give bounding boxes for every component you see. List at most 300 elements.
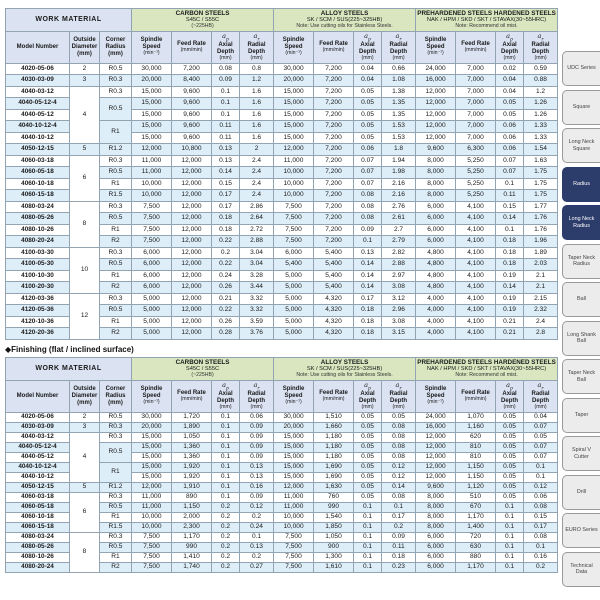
sidebar-tab-euro-series[interactable]: EURO Series [562, 513, 600, 548]
cell-spindle-speed: 30,000 [132, 412, 172, 422]
cell-corner-radius: R0.3 [100, 201, 132, 213]
cell-feed-rate: 2,000 [172, 512, 212, 522]
cell-radial-depth: 2.8 [524, 328, 558, 340]
cell-axial-depth: 0.11 [212, 132, 240, 144]
cell-model-number: 4030-03-09 [6, 422, 70, 432]
cell-feed-rate: 5,400 [314, 259, 354, 271]
cell-spindle-speed: 15,000 [274, 462, 314, 472]
cell-feed-rate: 1,070 [456, 412, 496, 422]
cell-outside-diameter: 8 [70, 201, 100, 247]
cell-radial-depth: 0.23 [382, 562, 416, 572]
cell-model-number: 4030-03-09 [6, 75, 70, 87]
cell-spindle-speed: 12,000 [416, 86, 456, 98]
cell-axial-depth: 0.08 [354, 190, 382, 202]
cell-model-number: 4040-10-12 [6, 132, 70, 144]
cell-radial-depth: 0.1 [524, 472, 558, 482]
material-header-alloy-steels [274, 9, 416, 32]
cell-feed-rate: 1,160 [456, 422, 496, 432]
sidebar-tab-ball[interactable]: Ball [562, 282, 600, 317]
cell-spindle-speed: 12,000 [416, 132, 456, 144]
sidebar-tab-taper-neck-ball[interactable]: Taper Neck Ball [562, 359, 600, 394]
ap-symbol: $a_p$ [506, 31, 513, 43]
cell-model-number: 4120-10-36 [6, 316, 70, 328]
cell-axial-depth: 0.14 [354, 270, 382, 282]
cell-axial-depth: 0.18 [354, 305, 382, 317]
cell-spindle-speed: 7,500 [132, 224, 172, 236]
cell-radial-depth: 1.98 [382, 167, 416, 179]
material-note: (~225HB) [191, 22, 214, 29]
cell-radial-depth: 0.07 [524, 442, 558, 452]
cell-axial-depth: 0.21 [496, 328, 524, 340]
cell-radial-depth: 2.86 [240, 201, 274, 213]
cell-radial-depth: 2.82 [382, 247, 416, 259]
cell-spindle-speed: 4,800 [416, 259, 456, 271]
cell-axial-depth: 0.15 [496, 201, 524, 213]
cell-axial-depth: 0.1 [496, 178, 524, 190]
cell-axial-depth: 0.17 [212, 190, 240, 202]
cell-corner-radius: R0.3 [100, 86, 132, 98]
cell-feed-rate: 1,410 [172, 552, 212, 562]
work-material-header: WORK MATERIAL [6, 357, 132, 380]
sidebar-tab-technical-data[interactable]: Technical Data [562, 552, 600, 587]
material-sub: S45C / S55C [185, 17, 220, 24]
cell-spindle-speed: 7,500 [132, 236, 172, 248]
header-unit: (mm) [361, 55, 374, 61]
cell-axial-depth: 0.17 [212, 201, 240, 213]
cell-spindle-speed: 6,000 [132, 270, 172, 282]
cell-feed-rate: 7,200 [314, 190, 354, 202]
cell-feed-rate: 1,170 [456, 562, 496, 572]
cell-radial-depth: 0.13 [240, 542, 274, 552]
header-line: Axial Depth [359, 42, 377, 56]
cell-axial-depth: 0.1 [354, 236, 382, 248]
cell-corner-radius: R1 [100, 121, 132, 144]
cell-radial-depth: 0.04 [524, 412, 558, 422]
sidebar-tab-long-neck-radius[interactable]: Long Neck Radius [562, 205, 600, 240]
header-unit: (mm/min) [322, 46, 345, 53]
header-line: Radial Depth [247, 42, 266, 56]
cell-spindle-speed: 6,000 [416, 213, 456, 225]
cell-radial-depth: 0.08 [382, 422, 416, 432]
cell-model-number: 4100-20-30 [6, 282, 70, 294]
ar-symbol: $a_r$ [395, 31, 402, 43]
cell-axial-depth: 0.2 [212, 502, 240, 512]
cell-feed-rate: 4,100 [456, 259, 496, 271]
header-line: Feed Rate [177, 389, 206, 396]
cell-radial-depth: 0.06 [524, 492, 558, 502]
sidebar-tab-drill[interactable]: Drill [562, 475, 600, 510]
cell-feed-rate: 4,320 [314, 293, 354, 305]
cell-spindle-speed: 15,000 [274, 98, 314, 110]
cell-spindle-speed: 30,000 [274, 63, 314, 75]
cell-axial-depth: 0.1 [354, 502, 382, 512]
cell-outside-diameter: 6 [70, 155, 100, 201]
cell-spindle-speed: 15,000 [132, 86, 172, 98]
cell-feed-rate: 620 [456, 432, 496, 442]
cell-corner-radius: R0.3 [100, 155, 132, 167]
cell-spindle-speed: 6,000 [416, 552, 456, 562]
sidebar-tab-radius[interactable]: Radius [562, 167, 600, 202]
cell-corner-radius: R2 [100, 236, 132, 248]
col-header-feed-rate [172, 380, 212, 412]
ap-symbol: $a_p$ [506, 380, 513, 392]
cell-feed-rate: 1,920 [172, 462, 212, 472]
cell-spindle-speed: 8,000 [416, 167, 456, 179]
material-name: CARBON STEELS [175, 358, 230, 366]
cell-corner-radius: R0.5 [100, 167, 132, 179]
header-line: Radial Depth [531, 391, 550, 405]
table-row [6, 412, 558, 422]
cell-axial-depth: 0.06 [496, 144, 524, 156]
cell-spindle-speed: 15,000 [274, 121, 314, 133]
cell-axial-depth: 0.05 [496, 109, 524, 121]
cell-radial-depth: 2.1 [524, 282, 558, 294]
cell-outside-diameter: 6 [70, 492, 100, 532]
col-header-axial-depth [496, 380, 524, 412]
cell-radial-depth: 2.4 [240, 178, 274, 190]
cell-outside-diameter: 10 [70, 247, 100, 293]
cell-outside-diameter: 2 [70, 412, 100, 422]
cell-axial-depth: 0.11 [212, 121, 240, 133]
cell-feed-rate: 1,360 [172, 442, 212, 452]
cell-feed-rate: 7,200 [314, 132, 354, 144]
cell-radial-depth: 3.28 [240, 270, 274, 282]
col-header-corner-radius: Corner Radius (mm) [100, 31, 132, 63]
cell-axial-depth: 0.14 [496, 213, 524, 225]
col-header-corner-radius: Corner Radius (mm) [100, 380, 132, 412]
cell-feed-rate: 7,000 [456, 121, 496, 133]
cell-spindle-speed: 15,000 [274, 86, 314, 98]
cell-feed-rate: 1,610 [314, 562, 354, 572]
cell-feed-rate: 7,200 [314, 201, 354, 213]
cell-feed-rate: 1,180 [314, 442, 354, 452]
table-row [6, 293, 558, 305]
sidebar-tab-taper-neck-radius[interactable]: Taper Neck Radius [562, 244, 600, 279]
cell-axial-depth: 0.05 [354, 432, 382, 442]
cell-spindle-speed: 15,000 [132, 98, 172, 110]
material-sub: NAK / HPM / SKD / SKT / STAVAX(30~55HRC) [426, 17, 547, 24]
cell-feed-rate: 5,250 [456, 190, 496, 202]
cell-feed-rate: 7,200 [314, 155, 354, 167]
cell-feed-rate: 5,400 [314, 270, 354, 282]
cell-spindle-speed: 7,500 [132, 552, 172, 562]
cell-model-number: 4040-05-12 [6, 452, 70, 462]
cell-model-number: 4020-05-06 [6, 63, 70, 75]
cell-axial-depth: 0.2 [212, 552, 240, 562]
col-header-model-number: Model Number [6, 31, 70, 63]
cell-axial-depth: 0.13 [212, 155, 240, 167]
cell-model-number: 4050-12-15 [6, 482, 70, 492]
cell-feed-rate: 630 [456, 542, 496, 552]
cell-axial-depth: 0.1 [354, 512, 382, 522]
material-sub: S45C / S55C [185, 366, 220, 373]
table-row [6, 63, 558, 75]
cell-radial-depth: 0.08 [524, 502, 558, 512]
cell-spindle-speed: 20,000 [274, 422, 314, 432]
header-unit: (mm) [534, 403, 547, 410]
cell-spindle-speed: 10,000 [274, 167, 314, 179]
cell-feed-rate: 1,690 [314, 472, 354, 482]
material-header-carbon-steels [132, 357, 274, 380]
sidebar-tab-long-shank-ball[interactable]: Long Shank Ball [562, 321, 600, 356]
cell-radial-depth: 0.1 [240, 532, 274, 542]
header-line: Axial Depth [359, 391, 377, 405]
sidebar-tab-square[interactable]: Square [562, 90, 600, 125]
header-line: Radial Depth [247, 391, 266, 405]
cell-corner-radius: R2 [100, 562, 132, 572]
cell-feed-rate: 7,200 [314, 98, 354, 110]
cell-feed-rate: 4,100 [456, 236, 496, 248]
cell-feed-rate: 900 [314, 542, 354, 552]
cell-spindle-speed: 7,500 [274, 224, 314, 236]
cell-corner-radius: R1.2 [100, 144, 132, 156]
cell-axial-depth: 0.18 [354, 316, 382, 328]
cell-corner-radius: R0.3 [100, 422, 132, 432]
material-header-carbon-steels [132, 9, 274, 32]
cell-radial-depth: 0.08 [382, 442, 416, 452]
cell-axial-depth: 0.05 [354, 462, 382, 472]
cell-radial-depth: 1.76 [524, 224, 558, 236]
cell-radial-depth: 0.2 [524, 562, 558, 572]
cell-spindle-speed: 16,000 [416, 422, 456, 432]
cell-spindle-speed: 11,000 [132, 155, 172, 167]
cell-model-number: 4060-05-18 [6, 167, 70, 179]
cell-feed-rate: 12,000 [172, 155, 212, 167]
cell-radial-depth: 2.96 [382, 305, 416, 317]
cell-feed-rate: 1,400 [456, 522, 496, 532]
cell-axial-depth: 0.1 [354, 532, 382, 542]
table-row [6, 422, 558, 432]
cell-axial-depth: 0.24 [212, 270, 240, 282]
cell-axial-depth: 0.05 [354, 472, 382, 482]
header-line: Feed Rate [177, 40, 206, 47]
col-header-outside-diameter: Outside Diameter (mm) [70, 380, 100, 412]
cell-spindle-speed: 4,000 [416, 328, 456, 340]
cell-radial-depth: 0.05 [382, 412, 416, 422]
cell-feed-rate: 7,200 [314, 178, 354, 190]
cell-feed-rate: 1,150 [456, 472, 496, 482]
cell-axial-depth: 0.26 [212, 316, 240, 328]
cell-radial-depth: 0.11 [382, 542, 416, 552]
col-header-feed-rate [456, 380, 496, 412]
cell-spindle-speed: 7,500 [132, 201, 172, 213]
header-unit: (mm) [534, 55, 547, 61]
cell-axial-depth: 0.26 [212, 282, 240, 294]
cell-radial-depth: 2 [240, 144, 274, 156]
col-header-radial-depth [382, 380, 416, 412]
cell-feed-rate: 670 [456, 502, 496, 512]
header-line: Spindle Speed [282, 386, 305, 400]
cell-feed-rate: 5,250 [456, 155, 496, 167]
cell-axial-depth: 0.15 [212, 178, 240, 190]
cell-feed-rate: 7,200 [314, 109, 354, 121]
cell-radial-depth: 0.2 [240, 552, 274, 562]
cell-feed-rate: 4,100 [456, 316, 496, 328]
cell-feed-rate: 1,180 [314, 452, 354, 462]
cell-radial-depth: 2.97 [382, 270, 416, 282]
cell-axial-depth: 0.06 [496, 121, 524, 133]
cell-radial-depth: 0.08 [382, 492, 416, 502]
cell-axial-depth: 0.14 [354, 282, 382, 294]
cell-feed-rate: 760 [314, 492, 354, 502]
header-line: Spindle Speed [424, 37, 447, 51]
cell-model-number: 4100-05-30 [6, 259, 70, 271]
cell-corner-radius: R0.5 [100, 98, 132, 121]
cell-axial-depth: 0.22 [212, 259, 240, 271]
cell-feed-rate: 5,250 [456, 178, 496, 190]
cell-axial-depth: 0.08 [354, 213, 382, 225]
cell-axial-depth: 0.05 [354, 132, 382, 144]
cell-feed-rate: 1,050 [172, 432, 212, 442]
header-unit: (min⁻¹) [427, 50, 444, 57]
cell-feed-rate: 7,000 [456, 75, 496, 87]
cell-radial-depth: 0.07 [524, 452, 558, 462]
cell-feed-rate: 1,170 [172, 532, 212, 542]
cell-spindle-speed: 12,000 [416, 452, 456, 462]
cell-spindle-speed: 12,000 [416, 98, 456, 110]
cell-radial-depth: 2.76 [382, 201, 416, 213]
cell-outside-diameter: 8 [70, 532, 100, 572]
cell-outside-diameter: 5 [70, 482, 100, 492]
cell-corner-radius: R0.3 [100, 532, 132, 542]
cell-radial-depth: 0.13 [240, 472, 274, 482]
cell-spindle-speed: 24,000 [416, 63, 456, 75]
cell-axial-depth: 0.05 [496, 432, 524, 442]
cell-spindle-speed: 11,000 [132, 492, 172, 502]
cell-axial-depth: 0.13 [354, 247, 382, 259]
cell-spindle-speed: 15,000 [274, 109, 314, 121]
cell-axial-depth: 0.05 [354, 442, 382, 452]
cell-radial-depth: 1.75 [524, 178, 558, 190]
cell-radial-depth: 2.03 [524, 259, 558, 271]
header-unit: (mm) [503, 55, 516, 61]
cell-spindle-speed: 15,000 [132, 132, 172, 144]
cell-model-number: 4060-05-18 [6, 502, 70, 512]
cell-radial-depth: 1.63 [524, 155, 558, 167]
cell-spindle-speed: 8,000 [416, 492, 456, 502]
cell-feed-rate: 1,740 [172, 562, 212, 572]
cell-outside-diameter: 3 [70, 422, 100, 432]
cell-corner-radius: R0.5 [100, 305, 132, 317]
ap-symbol: $a_p$ [222, 380, 229, 392]
cell-spindle-speed: 6,000 [416, 562, 456, 572]
sidebar-tab-udc-series[interactable]: UDC Series [562, 51, 600, 86]
cell-feed-rate: 4,100 [456, 224, 496, 236]
cell-model-number: 4060-10-18 [6, 512, 70, 522]
cell-radial-depth: 1.96 [524, 236, 558, 248]
cell-feed-rate: 12,000 [172, 305, 212, 317]
cell-feed-rate: 890 [172, 492, 212, 502]
header-line: Axial Depth [501, 391, 519, 405]
cell-spindle-speed: 6,000 [132, 282, 172, 294]
header-unit: (mm) [361, 403, 374, 410]
header-unit: (min⁻¹) [143, 399, 160, 406]
header-line: Axial Depth [217, 42, 235, 56]
cell-feed-rate: 7,200 [314, 224, 354, 236]
cell-radial-depth: 0.24 [240, 522, 274, 532]
cell-axial-depth: 0.14 [354, 259, 382, 271]
cell-radial-depth: 1.77 [524, 201, 558, 213]
cell-axial-depth: 0.22 [212, 236, 240, 248]
sidebar-tab-long-neck-square[interactable]: Long Neck Square [562, 128, 600, 163]
cell-radial-depth: 0.16 [240, 482, 274, 492]
cell-radial-depth: 1.35 [382, 98, 416, 110]
cell-spindle-speed: 11,000 [132, 502, 172, 512]
cell-corner-radius: R1 [100, 270, 132, 282]
cell-axial-depth: 0.2 [212, 562, 240, 572]
cell-feed-rate: 1,910 [172, 482, 212, 492]
cell-feed-rate: 990 [172, 542, 212, 552]
cell-feed-rate: 990 [314, 502, 354, 512]
cell-feed-rate: 7,200 [314, 86, 354, 98]
table-row [6, 155, 558, 167]
cell-radial-depth: 3.12 [382, 293, 416, 305]
cell-axial-depth: 0.18 [496, 259, 524, 271]
cell-axial-depth: 0.19 [496, 270, 524, 282]
cell-corner-radius: R0.5 [100, 502, 132, 512]
cell-corner-radius: R0.3 [100, 293, 132, 305]
roughing-conditions-table [5, 8, 558, 340]
cell-feed-rate: 4,100 [456, 270, 496, 282]
cell-axial-depth: 0.2 [212, 247, 240, 259]
cell-spindle-speed: 15,000 [132, 442, 172, 452]
cell-spindle-speed: 15,000 [274, 442, 314, 452]
cell-corner-radius: R0.3 [100, 492, 132, 502]
cell-spindle-speed: 6,000 [416, 236, 456, 248]
cell-axial-depth: 0.11 [496, 190, 524, 202]
cell-feed-rate: 7,200 [172, 63, 212, 75]
cell-axial-depth: 0.08 [354, 201, 382, 213]
cell-spindle-speed: 12,000 [416, 109, 456, 121]
table-row [6, 144, 558, 156]
cell-model-number: 4080-10-26 [6, 224, 70, 236]
cell-spindle-speed: 7,500 [274, 532, 314, 542]
cell-axial-depth: 0.1 [496, 562, 524, 572]
cell-spindle-speed: 15,000 [274, 472, 314, 482]
ap-symbol: $a_p$ [222, 31, 229, 43]
cell-spindle-speed: 10,000 [274, 190, 314, 202]
cell-spindle-speed: 24,000 [416, 412, 456, 422]
sidebar-tab-taper[interactable]: Taper [562, 398, 600, 433]
cell-spindle-speed: 15,000 [274, 132, 314, 144]
cell-model-number: 4060-15-18 [6, 522, 70, 532]
cell-corner-radius: R1 [100, 552, 132, 562]
cell-spindle-speed: 8,000 [416, 522, 456, 532]
cell-spindle-speed: 5,000 [132, 293, 172, 305]
header-unit: (mm) [392, 55, 405, 61]
cell-radial-depth: 0.07 [524, 422, 558, 432]
col-header-model-number: Model Number [6, 380, 70, 412]
cell-feed-rate: 7,200 [314, 167, 354, 179]
cell-radial-depth: 3.32 [240, 293, 274, 305]
cell-radial-depth: 1.6 [240, 109, 274, 121]
ar-symbol: $a_r$ [537, 31, 544, 43]
cell-feed-rate: 7,000 [456, 63, 496, 75]
header-line: Spindle Speed [140, 386, 163, 400]
header-line: Axial Depth [217, 391, 235, 405]
cell-axial-depth: 0.1 [212, 432, 240, 442]
cell-spindle-speed: 15,000 [132, 472, 172, 482]
cell-spindle-speed: 5,000 [274, 282, 314, 294]
ar-symbol: $a_r$ [537, 380, 544, 392]
cell-model-number: 4040-05-12 [6, 109, 70, 121]
cell-spindle-speed: 15,000 [274, 452, 314, 462]
cell-axial-depth: 0.1 [212, 442, 240, 452]
cell-feed-rate: 1,510 [314, 412, 354, 422]
header-line: Feed Rate [319, 40, 348, 47]
sidebar-tab-spiral-v-cutter[interactable]: Spiral V Cutter [562, 436, 600, 471]
cell-corner-radius: R1 [100, 178, 132, 190]
